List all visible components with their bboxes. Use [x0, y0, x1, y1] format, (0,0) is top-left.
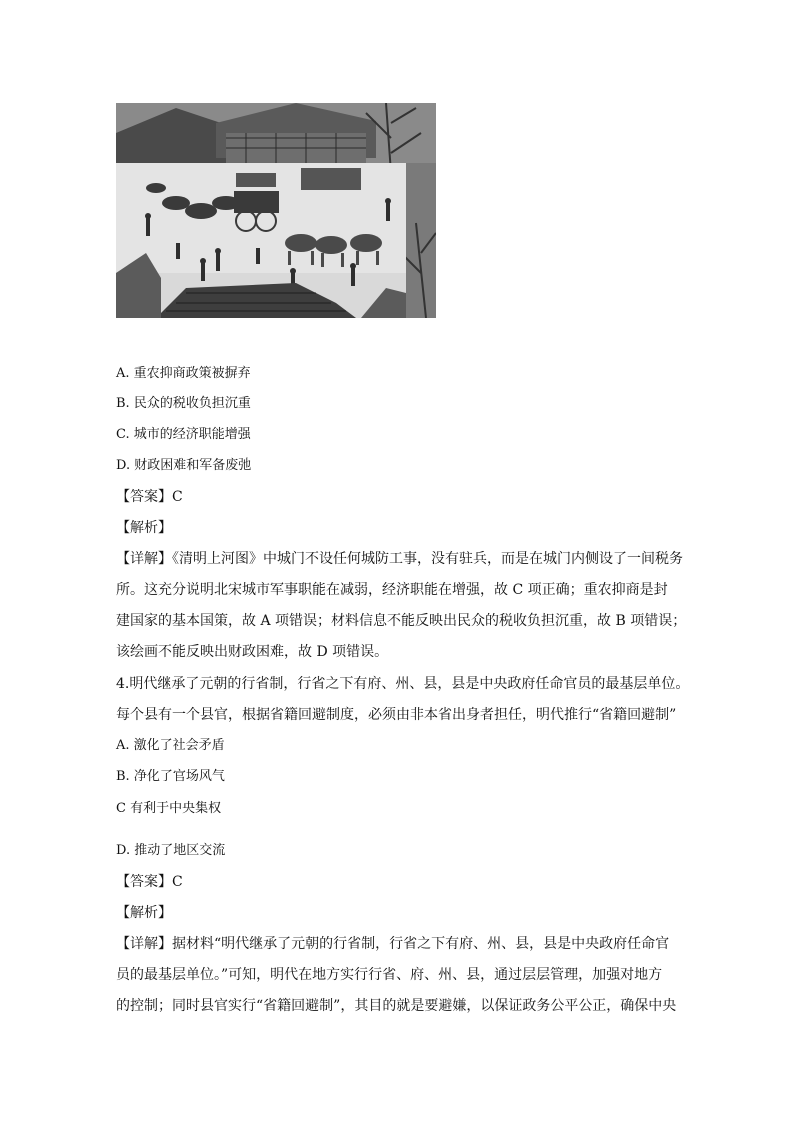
q4-answer: 【答案】C: [116, 874, 183, 890]
q3-detail-line: 建国家的基本国策，故 A 项错误；材料信息不能反映出民众的税收负担沉重，故 B 项错误；: [116, 613, 687, 629]
q3-detail-line: 【详解】《清明上河图》中城门不设任何城防工事，没有驻兵，而是在城门内侧设了一间税务: [116, 551, 683, 567]
q3-option-a: A. 重农抑商政策被摒弃: [116, 366, 251, 381]
q4-option-c: C 有利于中央集权: [116, 801, 222, 816]
q3-analysis-heading: 【解析】: [116, 520, 172, 536]
q4-analysis-heading: 【解析】: [116, 905, 172, 921]
q3-option-c: C. 城市的经济职能增强: [116, 427, 251, 442]
q4-stem-line: 4.明代继承了元朝的行省制，行省之下有府、州、县，县是中央政府任命官员的最基层单位。: [116, 676, 690, 692]
q4-detail-line: 【详解】据材料“明代继承了元朝的行省制，行省之下有府、州、县，县是中央政府任命官: [116, 936, 670, 952]
q4-option-b: B. 净化了官场风气: [116, 769, 225, 784]
q3-answer: 【答案】C: [116, 489, 183, 505]
q4-stem-line: 每个县有一个县官，根据省籍回避制度，必须由非本省出身者担任，明代推行“省籍回避制”: [116, 707, 677, 723]
q4-detail-line: 员的最基层单位。”可知，明代在地方实行行省、府、州、县，通过层层管理，加强对地方: [116, 967, 663, 983]
q4-option-d: D. 推动了地区交流: [116, 843, 226, 858]
qingming-painting-image: [116, 103, 436, 318]
q3-option-b: B. 民众的税收负担沉重: [116, 396, 251, 411]
q3-detail-line: 所。这充分说明北宋城市军事职能在减弱，经济职能在增强，故 C 项正确；重农抑商是封: [116, 582, 668, 598]
q3-option-d: D. 财政困难和军备废弛: [116, 458, 252, 473]
q3-detail-line: 该绘画不能反映出财政困难，故 D 项错误。: [116, 644, 389, 660]
q4-detail-line: 的控制；同时县官实行“省籍回避制”，其目的就是要避嫌，以保证政务公平公正，确保中央: [116, 998, 677, 1014]
q4-option-a: A. 激化了社会矛盾: [116, 738, 225, 753]
